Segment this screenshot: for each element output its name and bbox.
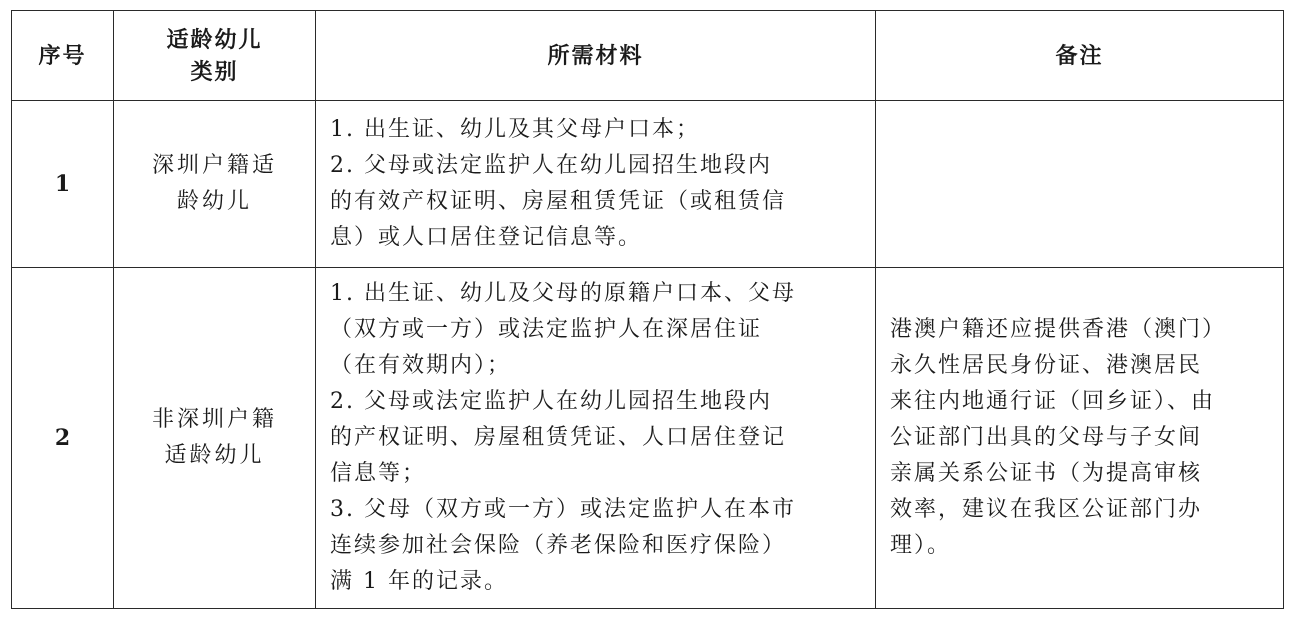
material-line: 息）或人口居住登记信息等。 <box>330 225 643 250</box>
note-line: 港澳户籍还应提供香港（澳门） <box>890 317 1227 342</box>
note-line: 永久性居民身份证、港澳居民 <box>890 353 1203 378</box>
material-line: （在有效期内）； <box>330 353 512 378</box>
table-row <box>12 101 1284 268</box>
category-line: 深圳户籍适 <box>151 153 277 178</box>
note-line: 理）。 <box>890 533 952 558</box>
note-line: 公证部门出具的父母与子女间 <box>890 425 1203 450</box>
material-line: 1. 出生证、幼儿及父母的原籍户口本、父母 <box>330 281 796 306</box>
category-line: 适龄幼儿 <box>164 443 265 468</box>
header-category-line: 类别 <box>190 58 239 85</box>
material-line: 的产权证明、房屋租赁凭证、人口居住登记 <box>330 425 787 450</box>
material-line: 3. 父母（双方或一方）或法定监护人在本市 <box>330 497 796 522</box>
requirements-table <box>11 10 1284 609</box>
header-notes: 备注 <box>876 11 1284 101</box>
row-number: 2 <box>12 268 114 609</box>
header-category <box>114 11 316 101</box>
category-line: 龄幼儿 <box>176 189 252 214</box>
materials-cell <box>316 268 876 609</box>
notes-cell <box>876 268 1284 609</box>
category-cell <box>114 101 316 268</box>
material-line: 的有效产权证明、房屋租赁凭证（或租赁信 <box>330 189 787 214</box>
material-line: 信息等； <box>330 461 427 486</box>
note-line: 效率，建议在我区公证部门办 <box>890 497 1203 522</box>
table-header-row <box>12 11 1284 101</box>
material-line: 连续参加社会保险（养老保险和医疗保险） <box>330 533 787 558</box>
material-line: 1. 出生证、幼儿及其父母户口本； <box>330 117 700 142</box>
notes-cell <box>876 101 1284 268</box>
category-line: 非深圳户籍 <box>151 407 277 432</box>
note-line: 亲属关系公证书（为提高审核 <box>890 461 1203 486</box>
note-line: 来往内地通行证（回乡证）、由 <box>890 389 1216 414</box>
category-cell <box>114 268 316 609</box>
header-materials: 所需材料 <box>316 11 876 101</box>
row-number: 1 <box>12 101 114 268</box>
materials-cell <box>316 101 876 268</box>
material-line: 2. 父母或法定监护人在幼儿园招生地段内 <box>330 153 772 178</box>
header-category-line: 适龄幼儿 <box>166 26 263 53</box>
header-no: 序号 <box>12 11 114 101</box>
material-line: 满 1 年的记录。 <box>330 569 508 594</box>
material-line: （双方或一方）或法定监护人在深居住证 <box>330 317 763 342</box>
table-row <box>12 268 1284 609</box>
material-line: 2. 父母或法定监护人在幼儿园招生地段内 <box>330 389 772 414</box>
